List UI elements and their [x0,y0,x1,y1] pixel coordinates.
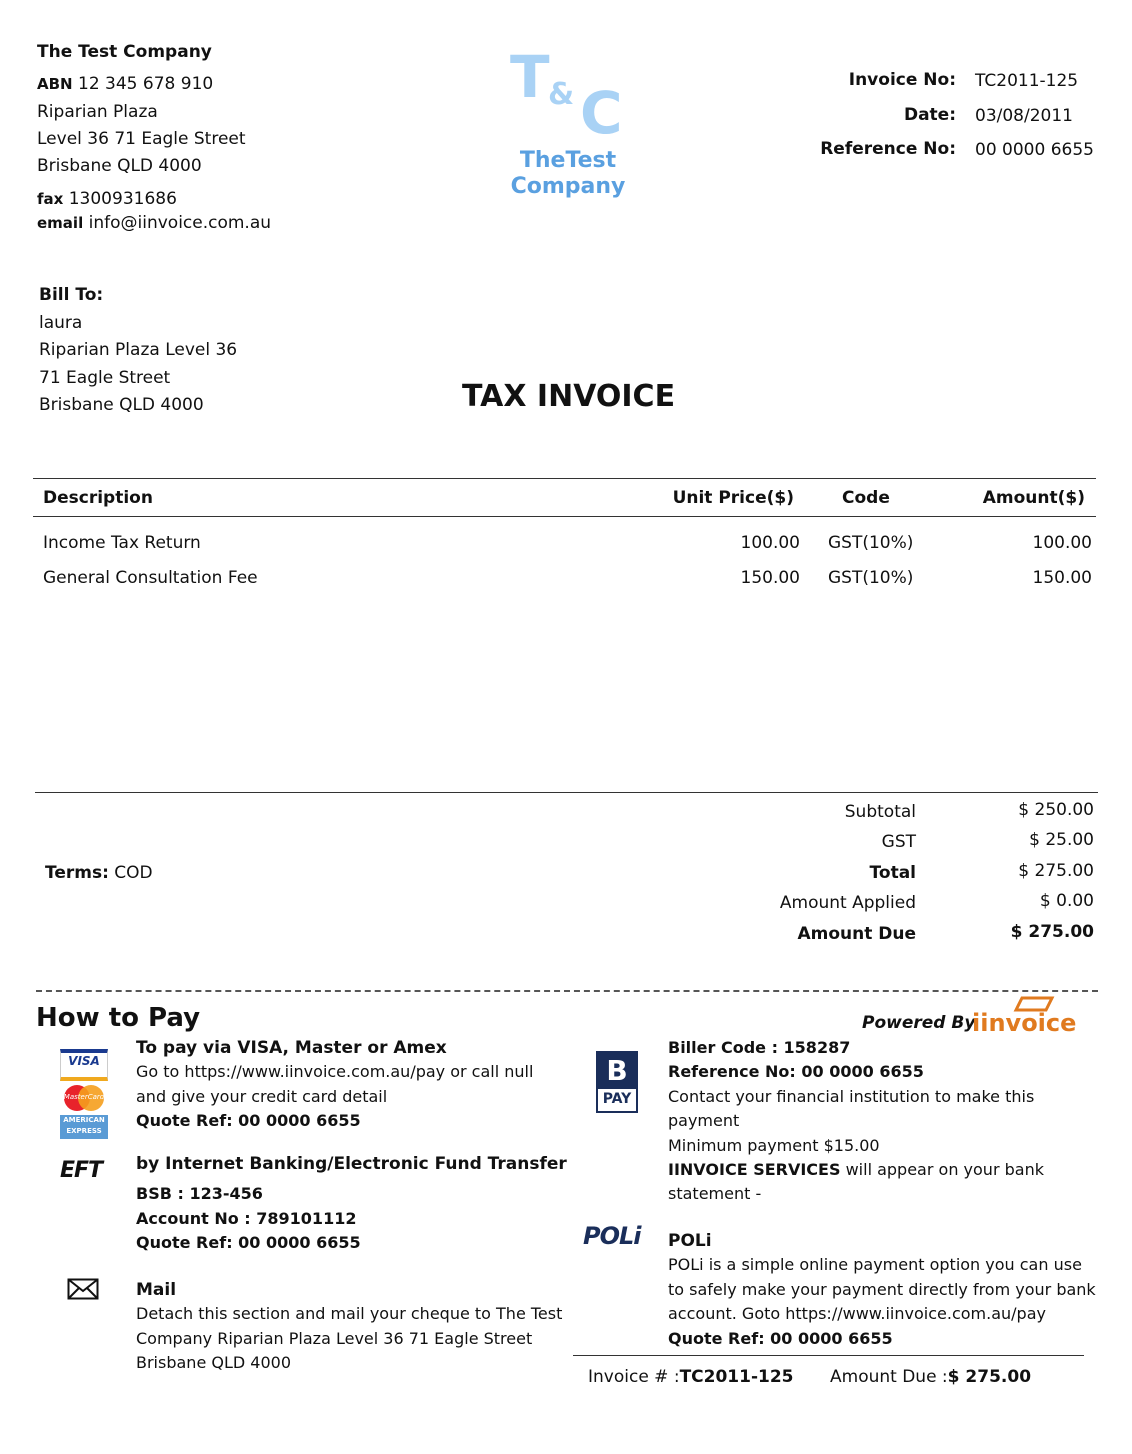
company-address-3: Brisbane QLD 4000 [37,156,202,176]
eft-quote-ref: Quote Ref: 00 0000 6655 [136,1233,361,1252]
logo-text-1: TheTest [519,148,617,173]
eft-heading: by Internet Banking/Electronic Fund Transfer [136,1154,567,1174]
eft-bsb: BSB : 123-456 [136,1184,263,1203]
logo-ampersand: & [548,77,575,112]
mail-icon [67,1278,99,1300]
invoice-no-value: TC2011-125 [975,71,1079,91]
how-to-pay-title: How to Pay [36,1003,201,1033]
mail-line-1: Detach this section and mail your cheque to The Test [136,1304,563,1323]
company-logo [510,43,630,148]
mail-heading: Mail [136,1280,177,1300]
footer-amount-due [830,1367,1031,1387]
terms-label: Terms: [45,863,109,883]
total-label: Total [869,863,916,883]
row-amount: 150.00 [1032,568,1092,588]
bpay-line-5: statement - [668,1184,762,1203]
reference-value: 00 0000 6655 [975,140,1094,160]
date-label: Date: [903,105,956,125]
row-code: GST(10%) [828,568,914,588]
card-logos [60,1049,108,1139]
footer-invoice-label: Invoice # : [588,1367,680,1387]
company-abn [37,74,213,94]
col-header-unit-price: Unit Price($) [672,488,794,508]
bpay-b-mark: B [598,1053,636,1089]
amex-icon [60,1115,108,1139]
email-value: info@iinvoice.com.au [88,213,272,233]
payment-terms [45,863,153,883]
visa-icon: VISA [60,1049,108,1081]
powered-by-label: Powered By [862,1013,976,1033]
iinvoice-logo-i: i [972,1009,981,1037]
company-email [37,213,271,233]
tear-off-line [36,990,1098,992]
bpay-line-4-rest: will appear on your bank [840,1160,1044,1179]
footer-invoice-value: TC2011-125 [679,1367,794,1387]
footer-invoice-number [588,1367,794,1387]
subtotal-value: $ 250.00 [1018,800,1094,820]
amount-due-label: Amount Due [797,924,916,944]
date-value: 03/08/2011 [975,106,1073,126]
poli-line-2: to safely make your payment directly from your bank [668,1280,1096,1299]
bpay-line-1: Contact your financial institution to make this [668,1087,1035,1106]
bpay-line-2: payment [668,1111,740,1130]
eft-account: Account No : 789101112 [136,1209,357,1228]
card-line-1: Go to https://www.iinvoice.com.au/pay or call null [136,1062,534,1081]
card-heading: To pay via VISA, Master or Amex [136,1038,447,1058]
bill-to-label: Bill To: [39,285,104,305]
poli-icon: POLi [583,1222,641,1250]
amex-label-2: EXPRESS [66,1127,102,1135]
bpay-icon [596,1051,638,1113]
logo-letter-t: T [510,43,550,111]
footer-due-label: Amount Due : [830,1367,948,1387]
iinvoice-logo-mark [1012,996,1056,1016]
poli-line-3: account. Goto https://www.iinvoice.com.au/pay [668,1304,1046,1323]
row-unit-price: 150.00 [740,568,800,588]
reference-label: Reference No: [820,139,956,159]
bpay-label: PAY [602,1091,632,1107]
eft-icon: EFT [60,1158,103,1183]
bpay-line-3: Minimum payment $15.00 [668,1136,880,1155]
gst-label: GST [881,832,916,852]
total-value: $ 275.00 [1018,861,1094,881]
email-label: email [37,214,84,232]
company-name: The Test Company [37,42,212,62]
terms-value: COD [114,863,153,883]
abn-value: 12 345 678 910 [78,74,214,94]
table-header-rule [33,516,1096,517]
fax-value: 1300931686 [68,189,177,209]
bill-to-line-2: Riparian Plaza Level 36 [39,340,238,360]
row-description: Income Tax Return [43,533,201,553]
mastercard-icon [60,1085,108,1111]
document-title: TAX INVOICE [462,379,676,414]
bpay-line-4-bold: IINVOICE SERVICES [668,1160,841,1179]
company-fax [37,189,177,209]
row-code: GST(10%) [828,533,914,553]
logo-letter-c: C [580,79,623,147]
col-header-amount: Amount($) [982,488,1085,508]
amount-applied-label: Amount Applied [779,893,916,913]
card-quote-ref: Quote Ref: 00 0000 6655 [136,1111,361,1130]
table-bottom-rule [35,792,1098,793]
row-description: General Consultation Fee [43,568,258,588]
footer-due-value: $ 275.00 [947,1367,1032,1387]
table-top-rule [33,478,1096,479]
mail-line-2: Company Riparian Plaza Level 36 71 Eagle Street [136,1329,533,1348]
mastercard-label: MasterCard [63,1093,105,1101]
logo-text-2: Company [510,174,626,199]
footer-rule [573,1355,1084,1356]
amount-due-value: $ 275.00 [1010,922,1094,942]
row-amount: 100.00 [1032,533,1092,553]
abn-label: ABN [37,75,73,93]
amount-applied-value: $ 0.00 [1039,891,1094,911]
bpay-reference: Reference No: 00 0000 6655 [668,1062,924,1081]
col-header-code: Code [842,488,890,508]
bill-to-line-4: Brisbane QLD 4000 [39,395,204,415]
bill-to-line-3: 71 Eagle Street [39,368,171,388]
poli-line-1: POLi is a simple online payment option you can use [668,1255,1082,1274]
col-header-description: Description [43,488,153,508]
invoice-no-label: Invoice No: [848,70,956,90]
poli-heading: POLi [668,1231,712,1251]
subtotal-label: Subtotal [844,802,916,822]
gst-value: $ 25.00 [1029,830,1094,850]
company-address-2: Level 36 71 Eagle Street [37,129,246,149]
iinvoice-logo-text: invoice [980,1009,1077,1037]
fax-label: fax [37,190,64,208]
bpay-biller-code: Biller Code : 158287 [668,1038,851,1057]
poli-quote-ref: Quote Ref: 00 0000 6655 [668,1329,893,1348]
card-line-2: and give your credit card detail [136,1087,388,1106]
row-unit-price: 100.00 [740,533,800,553]
company-address-1: Riparian Plaza [37,102,158,122]
mail-line-3: Brisbane QLD 4000 [136,1353,291,1372]
bpay-line-4 [668,1158,1044,1182]
amex-label-1: AMERICAN [63,1116,105,1124]
bill-to-line-1: laura [39,313,83,333]
